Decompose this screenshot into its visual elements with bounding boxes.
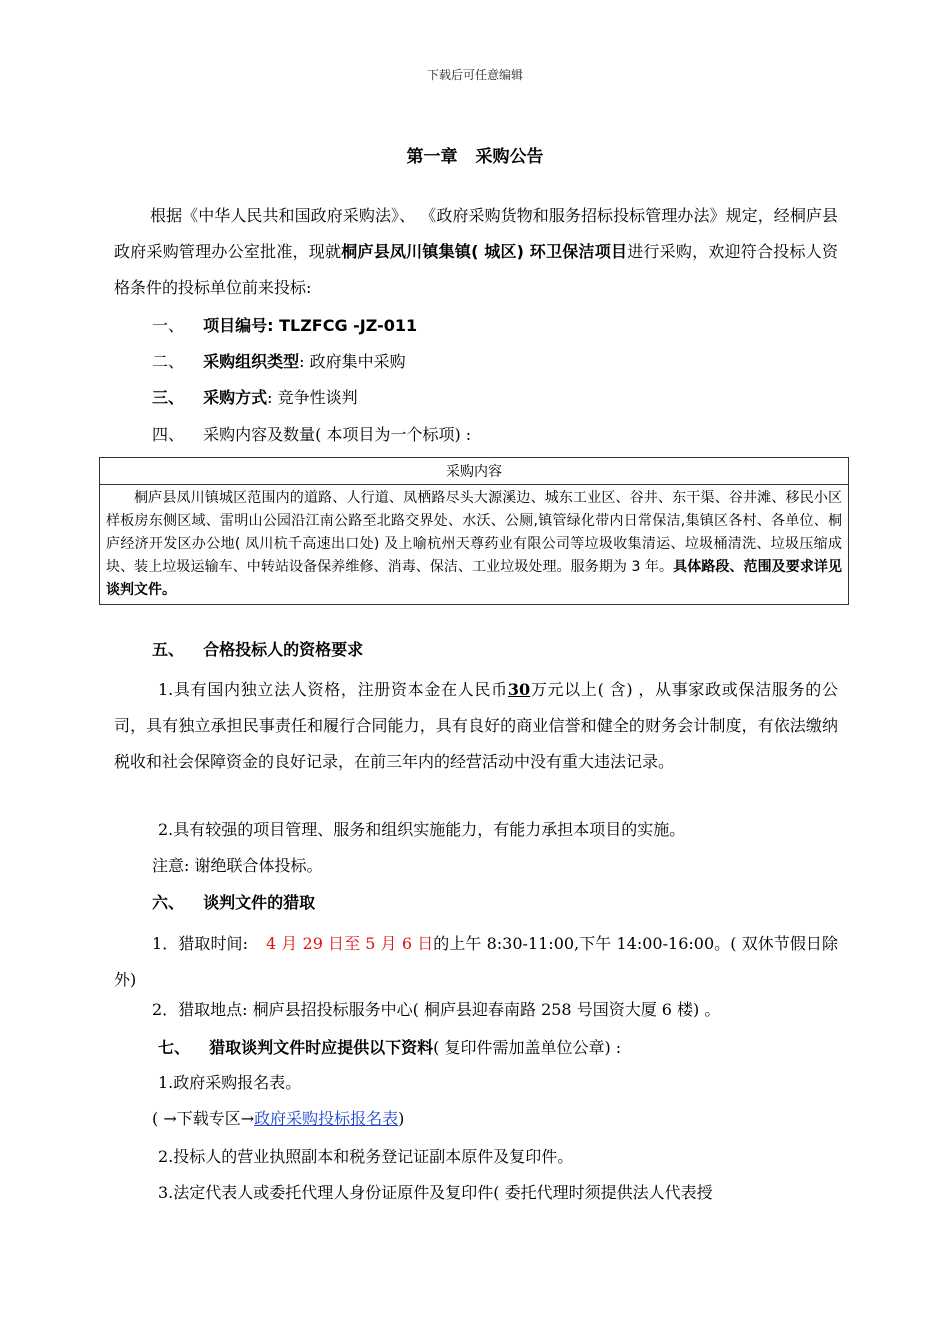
purchase-content-header: 采购内容 bbox=[100, 458, 849, 485]
section-3-value: : 竞争性谈判 bbox=[267, 388, 358, 407]
purchase-content-note: 具体路段、范围及要求详见谈判文件。 bbox=[106, 559, 842, 598]
section-2-value: : 政府集中采购 bbox=[299, 352, 406, 371]
project-number: 项目编号: TLZFCG -JZ-011 bbox=[203, 316, 418, 335]
section-5-heading bbox=[152, 638, 363, 662]
section-6-num: 六、 bbox=[152, 893, 185, 912]
section-4 bbox=[152, 423, 471, 447]
material-item-1: 1.政府采购报名表。 bbox=[158, 1073, 302, 1092]
obtain-time-suffix: 的上午 8:30-11:00,下午 14:00-16:00。( 双休节假日除外) bbox=[114, 934, 838, 989]
section-3-num: 三、 bbox=[152, 388, 185, 407]
section-4-label: 采购内容及数量( 本项目为一个标项) : bbox=[203, 425, 472, 444]
purchase-content-cell bbox=[100, 485, 849, 605]
obtain-dates: 4 月 29 日至 5 月 6 日 bbox=[265, 934, 434, 953]
section-6-heading bbox=[152, 891, 315, 915]
header-note: 下载后可任意编辑 bbox=[426, 68, 523, 82]
download-path-prefix: ( →下载专区→ bbox=[152, 1109, 255, 1128]
qualification-note: 注意: 谢绝联合体投标。 bbox=[152, 856, 323, 875]
registered-capital-amount: 30 bbox=[507, 680, 531, 699]
section-5-label: 合格投标人的资格要求 bbox=[203, 640, 364, 659]
material-item-2: 2.投标人的营业执照副本和税务登记证副本原件及复印件。 bbox=[158, 1147, 574, 1166]
section-4-num: 四、 bbox=[152, 425, 185, 444]
download-path bbox=[152, 1107, 404, 1131]
section-2-label: 采购组织类型 bbox=[203, 352, 300, 371]
chapter-title bbox=[0, 142, 950, 167]
purchase-content-table bbox=[99, 457, 849, 605]
chapter-number: 第一章 bbox=[406, 147, 458, 167]
section-1 bbox=[152, 314, 417, 338]
qualification-item-1 bbox=[114, 672, 838, 780]
section-1-num: 一、 bbox=[152, 316, 185, 335]
intro-text-1: 根据《中华人民共和国政府采购法》、 《政府采购货物和服务招标投标管理办法》规定，经桐庐县政府采购管理办公室批准，现就 bbox=[114, 206, 838, 261]
section-7-label: 猎取谈判文件时应提供以下资料 bbox=[209, 1038, 434, 1057]
section-3-label: 采购方式 bbox=[203, 388, 268, 407]
section-7-heading bbox=[158, 1036, 621, 1060]
section-2-num: 二、 bbox=[152, 352, 185, 371]
obtain-location: 2．猎取地点: 桐庐县招投标服务中心( 桐庐县迎春南路 258 号国资大厦 6 楼) 。 bbox=[152, 1000, 721, 1019]
section-6-label: 谈判文件的猎取 bbox=[203, 893, 316, 912]
section-2 bbox=[152, 350, 406, 374]
section-5-num: 五、 bbox=[152, 640, 185, 659]
material-item-3: 3.法定代表人或委托代理人身份证原件及复印件( 委托代理时须提供法人代表授 bbox=[158, 1183, 713, 1202]
intro-text-2: 进行采购，欢迎符合投标人资格条件的投标单位前来投标: bbox=[114, 242, 838, 297]
obtain-time bbox=[114, 926, 838, 998]
qualification-item-1-b: 万元以上( 含) ，从事家政或保洁服务的公司，具有独立承担民事责任和履行合同能力，具有良好的商业信誉和健全的财务会计制度，有依法缴纳税收和社会保障资金的良好记录，在前三年内的经营活动中没有重大违法记录。 bbox=[114, 680, 838, 771]
section-7-num: 七、 bbox=[158, 1038, 191, 1057]
section-7-label-suffix: ( 复印件需加盖单位公章) : bbox=[433, 1038, 622, 1057]
registration-form-link[interactable]: 政府采购投标报名表 bbox=[254, 1109, 399, 1128]
project-name: 桐庐县凤川镇集镇( 城区) 环卫保洁项目 bbox=[341, 242, 628, 261]
download-path-suffix: ) bbox=[398, 1109, 405, 1128]
purchase-content-text: 桐庐县凤川镇城区范围内的道路、人行道、凤栖路尽头大源溪边、城东工业区、谷井、东干渠、谷井滩、移民小区样板房东侧区域、雷明山公园沿江南公路至北路交界处、水沃、公厕,镇管绿化带内日常保洁,集镇区各村、各单位、桐庐经济开发区办公地( 凤川杭千高速出口处) 及上喻杭州天尊药业有限公司等垃圾收集清运、垃圾桶清洗、垃圾压缩成块、装上垃圾运输车、中转站设备保养维修、消毒、保洁、工业垃圾处理。服务期为 3 年。 bbox=[106, 490, 842, 575]
chapter-name: 采购公告 bbox=[475, 147, 544, 167]
intro-paragraph bbox=[114, 198, 838, 306]
section-3 bbox=[152, 386, 358, 410]
qualification-item-1-a: 1.具有国内独立法人资格，注册资本金在人民币 bbox=[158, 680, 508, 699]
obtain-time-prefix: 1．猎取时间: bbox=[152, 934, 248, 953]
qualification-item-2: 2.具有较强的项目管理、服务和组织实施能力，有能力承担本项目的实施。 bbox=[158, 820, 686, 839]
